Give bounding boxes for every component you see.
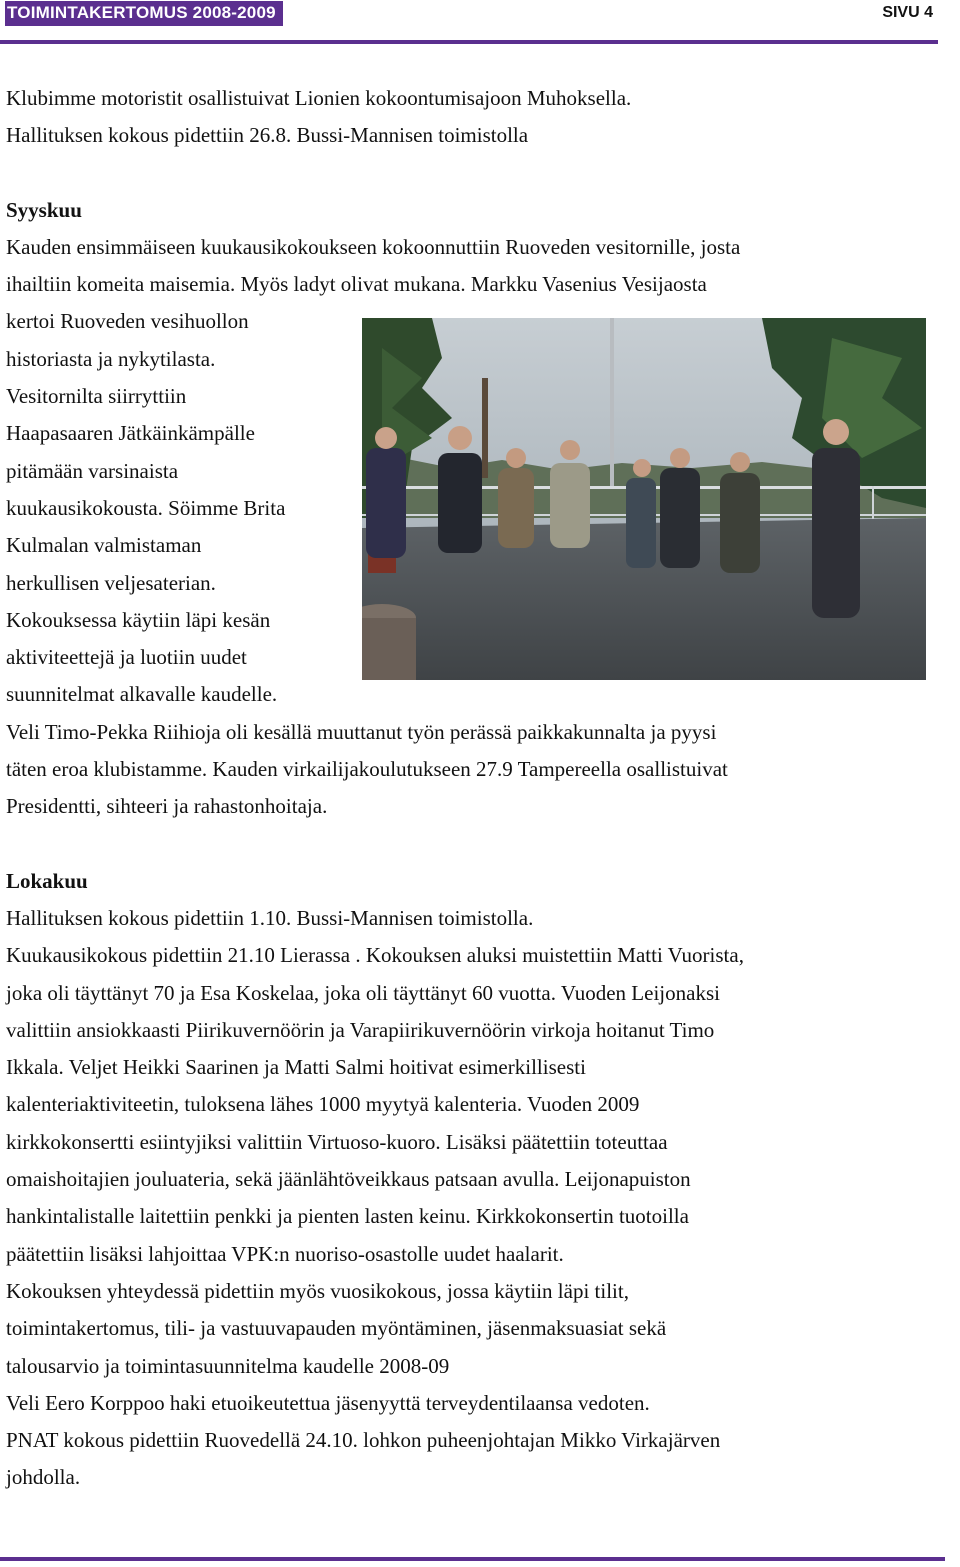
body-line: pitämään varsinaista: [6, 458, 179, 483]
body-line: kirkkokonsertti esiintyjiksi valittiin Virtuoso-kuoro. Lisäksi päätettiin toteuttaa: [6, 1129, 668, 1154]
body-line: Kokouksen yhteydessä pidettiin myös vuosikokous, jossa käytiin läpi tilit,: [6, 1278, 629, 1303]
body-line: herkullisen veljesaterian.: [6, 570, 216, 595]
body-line: aktiviteettejä ja luotiin uudet: [6, 645, 247, 670]
body-line: Ikkala. Veljet Heikki Saarinen ja Matti Salmi hoitivat esimerkillisesti: [6, 1055, 586, 1080]
page-number: SIVU 4: [882, 4, 933, 21]
body-line: talousarvio ja toimintasuunnitelma kaudelle 2008-09: [6, 1353, 450, 1378]
body-line: Hallituksen kokous pidettiin 1.10. Bussi-Mannisen toimistolla.: [6, 905, 534, 930]
section-heading-syyskuu: Syyskuu: [6, 197, 82, 222]
body-line: johdolla.: [6, 1465, 81, 1490]
body-line: täten eroa klubistamme. Kauden virkailijakoulutukseen 27.9 Tampereella osallistuivat: [6, 757, 728, 782]
paragraph-gap: [6, 826, 926, 863]
body-line: historiasta ja nykytilasta.: [6, 346, 216, 371]
body-line: Kokouksessa käytiin läpi kesän: [6, 607, 271, 632]
body-line: joka oli täyttänyt 70 ja Esa Koskelaa, joka oli täyttänyt 60 vuotta. Vuoden Leijonaksi: [6, 980, 720, 1005]
document-title: TOIMINTAKERTOMUS 2008-2009: [5, 1, 283, 26]
body-line: ihailtiin komeita maisemia. Myös ladyt olivat mukana. Markku Vasenius Vesijaosta: [6, 272, 707, 297]
body-line: PNAT kokous pidettiin Ruovedellä 24.10. lohkon puheenjohtajan Mikko Virkajärven: [6, 1428, 721, 1453]
body-line: Hallituksen kokous pidettiin 26.8. Bussi-Mannisen toimistolla: [6, 123, 529, 148]
body-line: Presidentti, sihteeri ja rahastonhoitaja.: [6, 794, 328, 819]
body-line: valittiin ansiokkaasti Piirikuvernöörin ja Varapiirikuvernöörin virkoja hoitanut Timo: [6, 1017, 715, 1042]
section-heading-lokakuu: Lokakuu: [6, 868, 88, 893]
body-line: Klubimme motoristit osallistuivat Lionien kokoontumisajoon Muhoksella.: [6, 86, 632, 110]
body-line: hankintalistalle laitettiin penkki ja pienten lasten keinu. Kirkkokonsertin tuotoilla: [6, 1204, 689, 1229]
body-line: päätettiin lisäksi lahjoittaa VPK:n nuoriso-osastolle uudet haalarit.: [6, 1241, 564, 1266]
document-body: [6, 80, 926, 1497]
footer-divider: [0, 1557, 945, 1561]
body-line: kalenteriaktiviteetin, tuloksena lähes 1000 myytyä kalenteria. Vuoden 2009: [6, 1092, 640, 1117]
group-photo: [362, 318, 926, 680]
body-line: kuukausikokousta. Söimme Brita: [6, 495, 286, 520]
body-line: Kuukausikokous pidettiin 21.10 Lierassa . Kokouksen aluksi muistettiin Matti Vuorista,: [6, 943, 744, 968]
page-header: [0, 0, 960, 44]
body-line: Haapasaaren Jätkäinkämpälle: [6, 421, 255, 446]
body-line: kertoi Ruoveden vesihuollon: [6, 309, 249, 334]
body-line: Vesitornilta siirryttiin: [6, 384, 187, 409]
header-divider: [0, 40, 938, 44]
paragraph-gap: [6, 155, 926, 192]
body-line: Kulmalan valmistaman: [6, 533, 202, 558]
body-line: toimintakertomus, tili- ja vastuuvapauden myöntäminen, jäsenmaksuasiat sekä: [6, 1316, 667, 1341]
body-line: suunnitelmat alkavalle kaudelle.: [6, 682, 278, 707]
body-line: Kauden ensimmäiseen kuukausikokoukseen kokoonnuttiin Ruoveden vesitornille, josta: [6, 234, 741, 259]
body-line: omaishoitajien jouluateria, sekä jäänlähtöveikkaus patsaan avulla. Leijonapuiston: [6, 1167, 691, 1192]
body-line: Veli Timo-Pekka Riihioja oli kesällä muuttanut työn perässä paikkakunnalta ja pyysi: [6, 719, 717, 744]
body-line: Veli Eero Korppoo haki etuoikeutettua jäsenyyttä terveydentilaansa vedoten.: [6, 1390, 650, 1415]
